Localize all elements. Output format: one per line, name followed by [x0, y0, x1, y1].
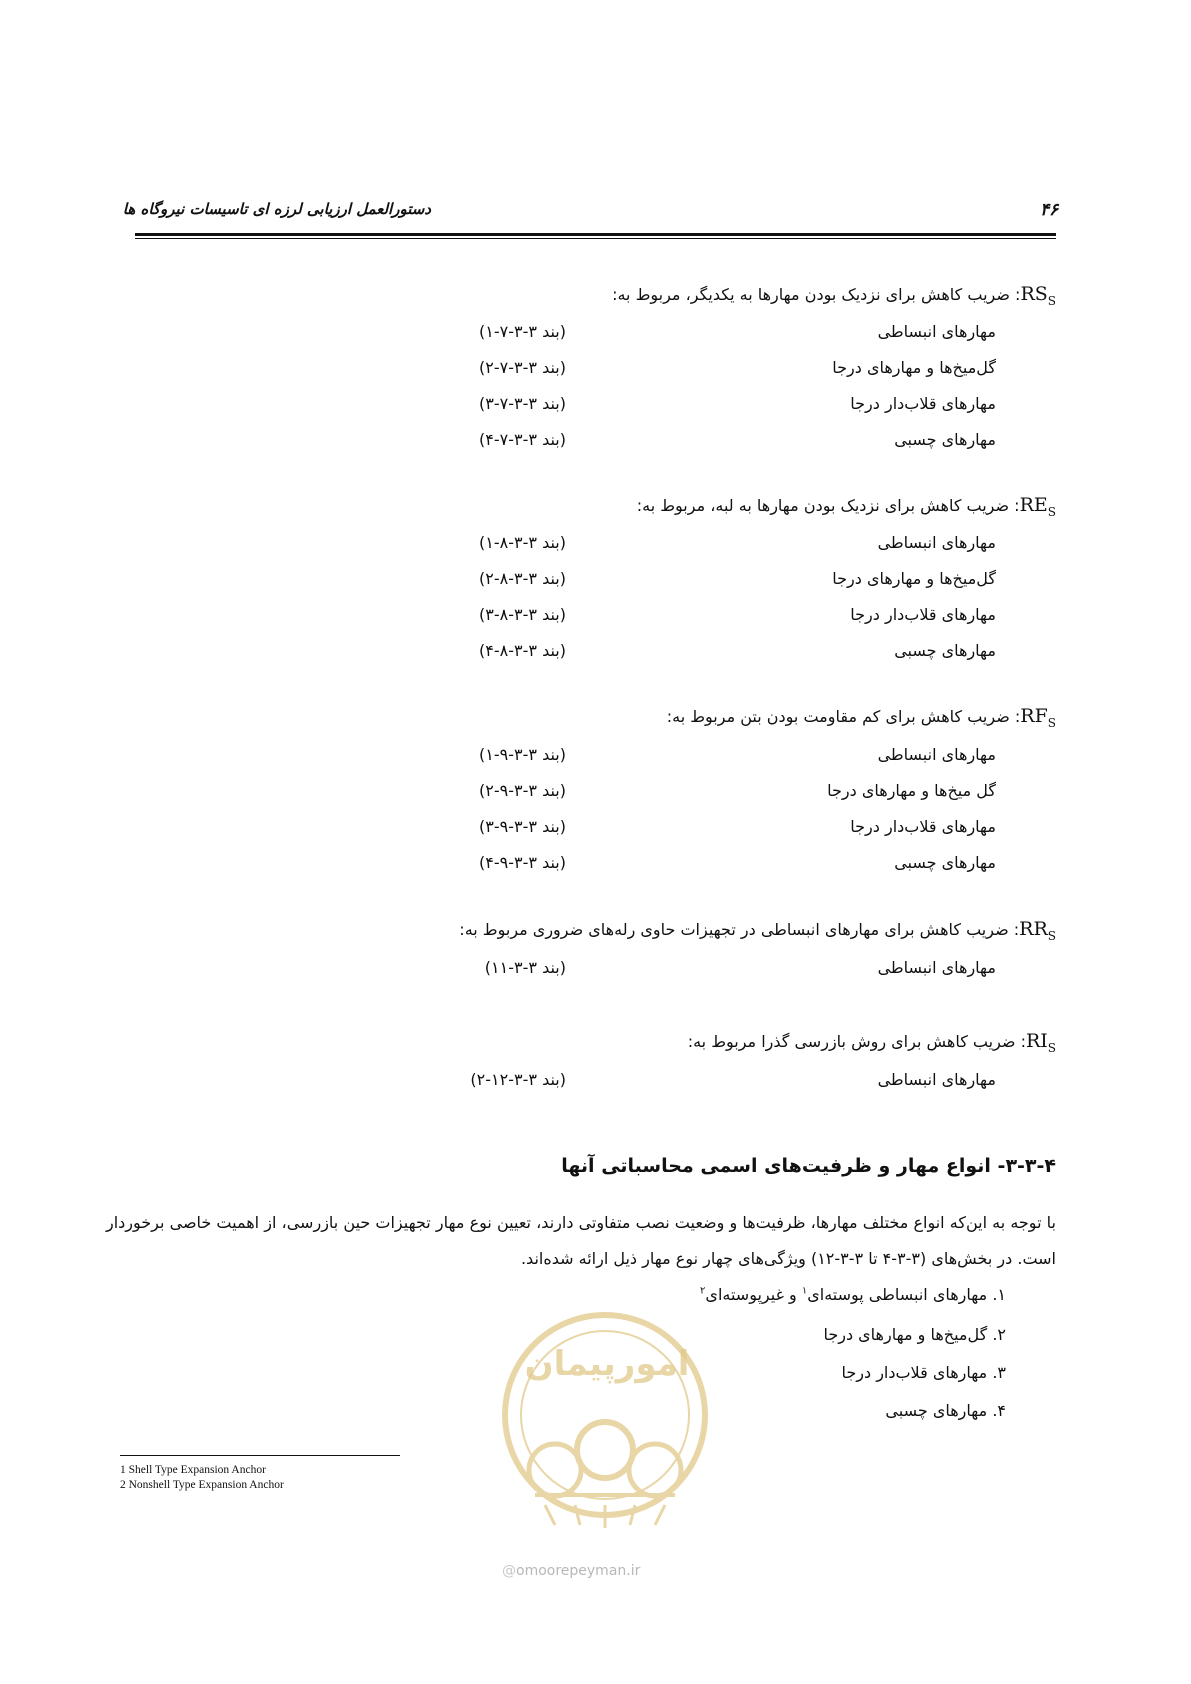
watermark-seal — [495, 1300, 715, 1550]
page-number: ۴۶ — [1040, 200, 1059, 220]
factor-description: : ضریب کاهش برای نزدیک بودن مهارها به یکدیگر، مربوط به: — [612, 285, 1021, 304]
list-item-label: گل میخ‌ها و مهارهای درجا — [827, 781, 996, 800]
footnote: 1 Shell Type Expansion Anchor — [120, 1464, 266, 1476]
factor-description: : ضریب کاهش برای مهارهای انبساطی در تجهیزات حاوی رله‌های ضروری مربوط به: — [459, 920, 1020, 939]
list-item-label: مهارهای انبساطی — [877, 533, 996, 552]
factor-rf-heading — [667, 705, 1056, 730]
list-item-label: مهارهای قلاب‌دار درجا — [850, 394, 996, 413]
header-rule-thick — [135, 233, 1056, 236]
clause-reference: (بند ۳-۳-۱۲-۲) — [470, 1070, 566, 1089]
list-item-label: مهارهای قلاب‌دار درجا — [850, 605, 996, 624]
clause-reference: (بند ۳-۳-۸-۳) — [479, 605, 566, 624]
clause-reference: (بند ۳-۳-۱۱) — [484, 958, 566, 977]
section-paragraph: با توجه به این‌که انواع مختلف مهارها، ظرفیت‌ها و وضعیت نصب متفاوتی دارند، تعیین نوع مهار تجهیزات حین بازرسی، از اهمیت خاصی برخوردار است. در بخش‌های (۳-۳-۴ تا ۳-۳-۱۲) ویژگی‌های چهار نوع مهار ذیل ارائه شده‌اند. — [106, 1213, 1056, 1268]
factor-symbol: $RE_S$ — [1019, 494, 1056, 519]
clause-reference: (بند ۳-۳-۷-۱) — [479, 322, 566, 341]
section-title: ۳-۳-۴- انواع مهار و ظرفیت‌های اسمی محاسباتی آنها — [561, 1155, 1056, 1177]
watermark-text: امورپیمان — [524, 1344, 690, 1384]
factor-description: : ضریب کاهش برای نزدیک بودن مهارها به لبه، مربوط به: — [636, 496, 1020, 515]
footnote: 2 Nonshell Type Expansion Anchor — [120, 1479, 284, 1491]
clause-reference: (بند ۳-۳-۹-۳) — [479, 817, 566, 836]
list-item-label: مهارهای انبساطی — [877, 958, 996, 977]
clause-reference: (بند ۳-۳-۸-۴) — [479, 641, 566, 660]
factor-symbol: $RF_S$ — [1020, 705, 1056, 730]
factor-description: : ضریب کاهش برای کم مقاومت بودن بتن مربوط به: — [666, 707, 1021, 726]
watermark-url: @omoorepeyman.ir — [502, 1563, 641, 1579]
clause-reference: (بند ۳-۳-۹-۴) — [479, 853, 566, 872]
factor-rr-heading — [459, 918, 1056, 943]
clause-reference: (بند ۳-۳-۸-۱) — [479, 533, 566, 552]
list-item-label: گل‌میخ‌ها و مهارهای درجا — [832, 358, 996, 377]
list-item: ۴. مهارهای چسبی — [885, 1401, 1006, 1420]
factor-re-heading — [637, 494, 1056, 519]
factor-description: : ضریب کاهش برای روش بازرسی گذرا مربوط به: — [687, 1032, 1026, 1051]
list-item-label: مهارهای قلاب‌دار درجا — [850, 817, 996, 836]
list-item: ۳. مهارهای قلاب‌دار درجا — [841, 1363, 1006, 1382]
list-item-label: مهارهای چسبی — [894, 430, 996, 449]
list-item-label: گل‌میخ‌ها و مهارهای درجا — [832, 569, 996, 588]
factor-symbol: $RS_S$ — [1020, 283, 1056, 308]
list-item-label: مهارهای انبساطی — [877, 322, 996, 341]
list-item: ۲. گل‌میخ‌ها و مهارهای درجا — [823, 1325, 1006, 1344]
factor-symbol: $RI_S$ — [1025, 1030, 1056, 1055]
header-rule-thin — [135, 238, 1056, 239]
running-header-title: دستورالعمل ارزیابی لرزه ای تاسیسات نیروگاه ها — [122, 200, 431, 218]
list-item: ۱. مهارهای انبساطی پوسته‌ای$^۱$ و غیرپوسته‌ای$^۲$ — [700, 1285, 1006, 1304]
list-item-label: مهارهای انبساطی — [877, 1070, 996, 1089]
factor-symbol: $RR_S$ — [1019, 918, 1056, 943]
clause-reference: (بند ۳-۳-۸-۲) — [479, 569, 566, 588]
clause-reference: (بند ۳-۳-۹-۲) — [479, 781, 566, 800]
factor-rs-heading — [612, 283, 1056, 308]
clause-reference: (بند ۳-۳-۹-۱) — [479, 745, 566, 764]
list-item-label: مهارهای چسبی — [894, 641, 996, 660]
clause-reference: (بند ۳-۳-۷-۴) — [479, 430, 566, 449]
footnote-separator — [120, 1455, 400, 1456]
factor-ri-heading — [688, 1030, 1056, 1055]
clause-reference: (بند ۳-۳-۷-۲) — [479, 358, 566, 377]
list-item-label: مهارهای انبساطی — [877, 745, 996, 764]
clause-reference: (بند ۳-۳-۷-۳) — [479, 394, 566, 413]
list-item-label: مهارهای چسبی — [894, 853, 996, 872]
